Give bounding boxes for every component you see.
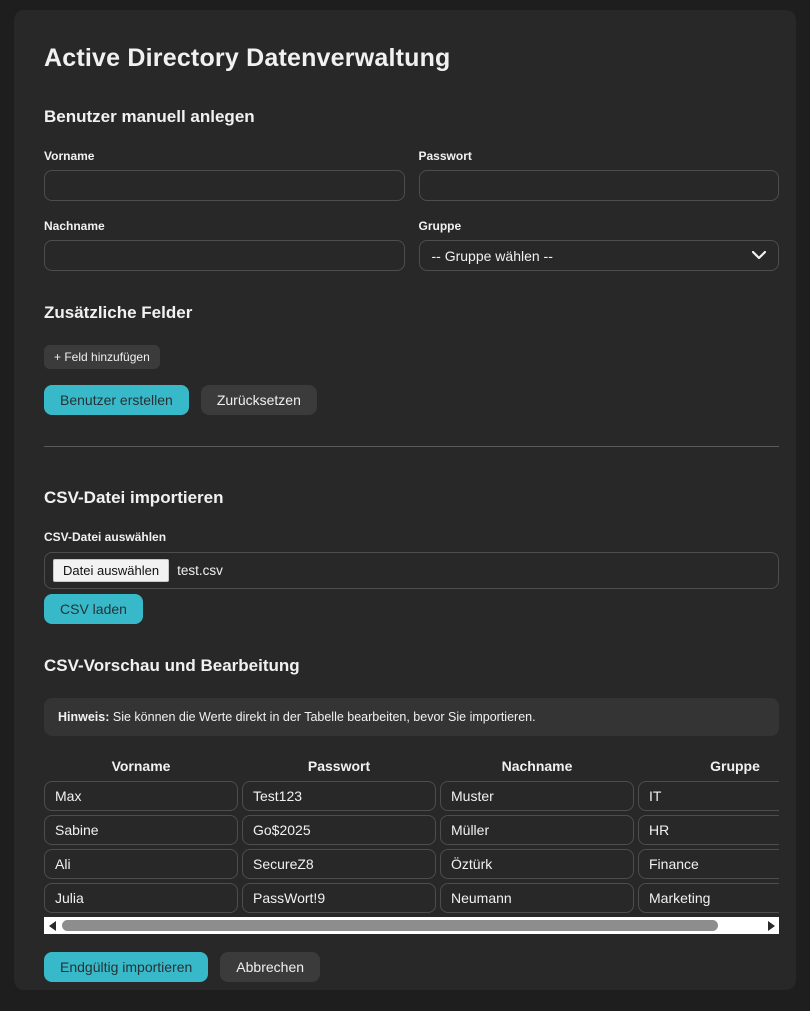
cell-passwort[interactable] xyxy=(242,849,436,879)
table-row xyxy=(44,883,779,913)
gruppe-select-value: -- Gruppe wählen -- xyxy=(431,247,553,264)
gruppe-label: Gruppe xyxy=(418,219,462,233)
passwort-field-group xyxy=(419,149,780,201)
csv-import-heading: CSV-Datei importieren xyxy=(44,488,224,507)
hint-box xyxy=(44,698,779,736)
hint-text: Sie können die Werte direkt in der Tabelle bearbeiten, bevor Sie importieren. xyxy=(109,710,536,724)
passwort-input[interactable] xyxy=(419,170,780,201)
csv-preview-heading: CSV-Vorschau und Bearbeitung xyxy=(44,656,300,675)
cell-gruppe[interactable] xyxy=(638,883,779,913)
scroll-right-icon[interactable] xyxy=(763,917,779,934)
csv-file-input[interactable] xyxy=(44,552,779,589)
vorname-input[interactable] xyxy=(44,170,405,201)
cancel-button[interactable]: Abbrechen xyxy=(220,952,320,982)
chevron-down-icon xyxy=(752,251,766,260)
cell-nachname[interactable] xyxy=(440,849,634,879)
cell-passwort[interactable] xyxy=(242,781,436,811)
cell-vorname[interactable] xyxy=(44,815,238,845)
table-row xyxy=(44,781,779,811)
cell-gruppe[interactable] xyxy=(638,849,779,879)
column-header-vorname: Vorname xyxy=(111,758,171,774)
manual-user-heading: Benutzer manuell anlegen xyxy=(44,107,255,126)
reset-button[interactable]: Zurücksetzen xyxy=(201,385,317,415)
nachname-field-group xyxy=(44,219,405,271)
scrollbar-thumb[interactable] xyxy=(62,920,718,931)
cell-nachname[interactable] xyxy=(440,781,634,811)
file-name-text: test.csv xyxy=(177,563,223,578)
extra-fields-heading: Zusätzliche Felder xyxy=(44,303,193,322)
page-title: Active Directory Datenverwaltung xyxy=(44,44,451,72)
table-row xyxy=(44,849,779,879)
nachname-input[interactable] xyxy=(44,240,405,271)
cell-passwort[interactable] xyxy=(242,815,436,845)
section-divider xyxy=(44,446,779,447)
file-choose-button[interactable]: Datei auswählen xyxy=(53,559,169,582)
horizontal-scrollbar[interactable] xyxy=(44,917,779,934)
vorname-label: Vorname xyxy=(44,149,95,163)
manual-user-form xyxy=(44,149,779,271)
cell-gruppe[interactable] xyxy=(638,781,779,811)
column-header-passwort: Passwort xyxy=(307,758,371,774)
cell-vorname[interactable] xyxy=(44,883,238,913)
csv-file-label: CSV-Datei auswählen xyxy=(44,530,167,544)
create-user-button[interactable]: Benutzer erstellen xyxy=(44,385,189,415)
gruppe-select[interactable] xyxy=(419,240,780,271)
vorname-field-group xyxy=(44,149,405,201)
column-header-gruppe: Gruppe xyxy=(710,758,760,774)
final-import-button[interactable]: Endgültig importieren xyxy=(44,952,208,982)
table-row xyxy=(44,815,779,845)
add-field-button[interactable]: + Feld hinzufügen xyxy=(44,345,160,369)
scroll-left-icon[interactable] xyxy=(44,917,60,934)
cell-gruppe[interactable] xyxy=(638,815,779,845)
cell-nachname[interactable] xyxy=(440,815,634,845)
cell-vorname[interactable] xyxy=(44,781,238,811)
csv-preview-table xyxy=(44,758,779,934)
hint-prefix: Hinweis: xyxy=(58,710,110,724)
cell-nachname[interactable] xyxy=(440,883,634,913)
csv-load-button[interactable]: CSV laden xyxy=(44,594,143,624)
column-header-nachname: Nachname xyxy=(501,758,573,774)
main-card xyxy=(14,10,796,990)
cell-vorname[interactable] xyxy=(44,849,238,879)
gruppe-field-group xyxy=(419,219,780,271)
passwort-label: Passwort xyxy=(418,149,472,163)
table-header-row xyxy=(44,758,779,781)
nachname-label: Nachname xyxy=(44,219,105,233)
cell-passwort[interactable] xyxy=(242,883,436,913)
